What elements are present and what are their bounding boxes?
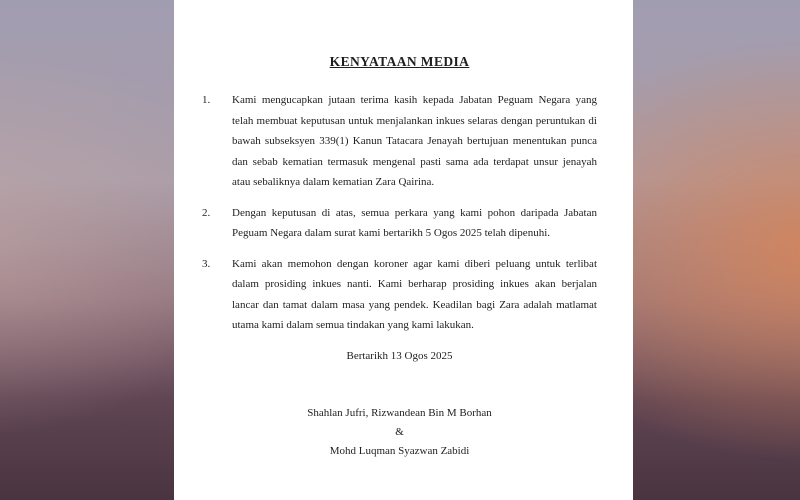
item-number: 3. [202, 257, 211, 270]
list-item [202, 254, 597, 336]
document-title: KENYATAAN MEDIA [329, 54, 470, 69]
item-text: Kami akan memohon dengan koroner agar kami diberi peluang untuk terlibat dalam prosiding inkues nanti. Kami berharap prosiding inkues akan berjalan lancar dan tamat dalam masa yang pendek. Keadilan bagi Zara adalah matlamat utama kami dalam semua tindakan yang kami lakukan. [232, 257, 597, 331]
list-item [202, 203, 597, 244]
ampersand-line: & [395, 425, 404, 438]
date-line: Bertarikh 13 Ogos 2025 [346, 349, 453, 362]
item-number: 2. [202, 206, 211, 219]
signatories-block [202, 404, 597, 461]
document-page [174, 0, 633, 500]
signatory-line: Mohd Luqman Syazwan Zabidi [329, 444, 470, 457]
list-item [202, 90, 597, 193]
item-text: Kami mengucapkan jutaan terima kasih kepada Jabatan Peguam Negara yang telah membuat keputusan untuk menjalankan inkues selaras dengan peruntukan di bawah subseksyen 339(1) Kanun Tatacara Jenayah bertujuan menentukan punca dan sebab kematian termasuk mengenal pasti sama ada terdapat unsur jenayah atau sebaliknya dalam kematian Zara Qairina. [232, 94, 597, 188]
item-number: 1. [202, 94, 211, 106]
item-text: Dengan keputusan di atas, semua perkara yang kami pohon daripada Jabatan Peguam Negara dalam surat kami bertarikh 5 Ogos 2025 telah dipenuhi. [232, 206, 597, 239]
signatory-line: Shahlan Jufri, Rizwandean Bin M Borhan [307, 406, 492, 419]
